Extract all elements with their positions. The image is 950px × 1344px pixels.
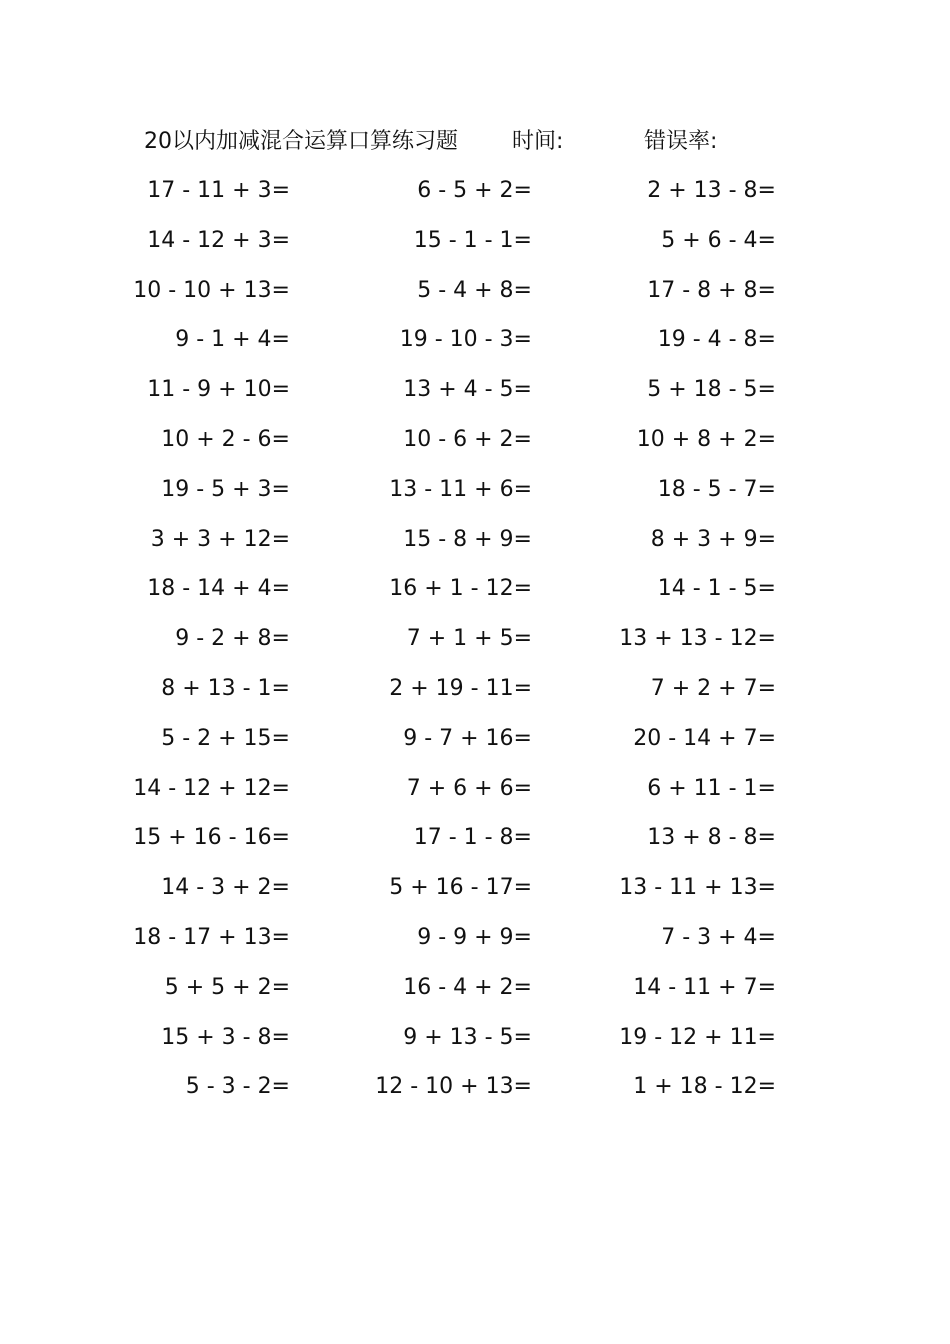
math-problem: 10 + 8 + 2= — [636, 426, 776, 452]
math-problem: 17 - 8 + 8= — [647, 277, 776, 303]
time-label: 时间: — [512, 129, 564, 154]
problem-row — [0, 722, 950, 772]
math-problem: 12 - 10 + 13= — [375, 1074, 532, 1100]
problem-row — [0, 174, 950, 224]
math-problem: 13 - 11 + 6= — [389, 476, 532, 502]
math-problem: 6 - 5 + 2= — [417, 178, 532, 203]
problem-row — [0, 1021, 950, 1071]
math-problem: 15 + 3 - 8= — [161, 1024, 290, 1050]
math-problem: 16 + 1 - 12= — [389, 576, 532, 602]
problem-row — [0, 373, 950, 423]
math-problem: 7 + 2 + 7= — [650, 675, 776, 701]
problem-row — [0, 572, 950, 622]
problem-row — [0, 772, 950, 822]
problem-row — [0, 921, 950, 971]
problem-row — [0, 473, 950, 523]
math-problem: 15 + 16 - 16= — [133, 825, 290, 851]
math-problem: 9 - 2 + 8= — [175, 626, 290, 652]
math-problem: 2 + 13 - 8= — [647, 178, 776, 203]
math-problem: 19 - 4 - 8= — [657, 327, 776, 353]
math-problem: 14 - 11 + 7= — [633, 974, 776, 1000]
math-problem: 20 - 14 + 7= — [633, 725, 776, 751]
math-problem: 10 - 10 + 13= — [133, 277, 290, 303]
math-problem: 19 - 12 + 11= — [619, 1024, 776, 1050]
math-problem: 5 + 5 + 2= — [164, 974, 290, 1000]
math-problem: 15 - 1 - 1= — [413, 227, 532, 253]
problem-row — [0, 323, 950, 373]
math-problem: 8 + 13 - 1= — [161, 675, 290, 701]
math-problem: 13 + 4 - 5= — [403, 377, 532, 403]
worksheet-header — [0, 126, 950, 158]
error-rate-label: 错误率: — [644, 129, 718, 154]
math-problem: 14 - 1 - 5= — [657, 576, 776, 602]
math-problem: 17 - 11 + 3= — [147, 178, 290, 203]
math-problem: 18 - 5 - 7= — [657, 476, 776, 502]
math-problem: 8 + 3 + 9= — [650, 526, 776, 552]
math-problem: 7 - 3 + 4= — [661, 924, 776, 950]
math-problem: 14 - 3 + 2= — [161, 875, 290, 901]
math-problem: 5 + 16 - 17= — [389, 875, 532, 901]
math-problem: 9 - 1 + 4= — [175, 327, 290, 353]
math-problem: 7 + 6 + 6= — [406, 775, 532, 801]
math-problem: 17 - 1 - 8= — [413, 825, 532, 851]
problem-row — [0, 622, 950, 672]
math-problem: 5 - 3 - 2= — [185, 1074, 290, 1100]
math-problem: 9 + 13 - 5= — [403, 1024, 532, 1050]
problem-row — [0, 274, 950, 324]
math-problem: 11 - 9 + 10= — [147, 377, 290, 403]
math-problem: 15 - 8 + 9= — [403, 526, 532, 552]
problem-row — [0, 672, 950, 722]
math-problem: 1 + 18 - 12= — [633, 1074, 776, 1100]
math-problem: 14 - 12 + 12= — [133, 775, 290, 801]
math-problem: 5 - 2 + 15= — [161, 725, 290, 751]
math-problem: 7 + 1 + 5= — [406, 626, 532, 652]
math-problem: 13 + 13 - 12= — [619, 626, 776, 652]
math-problem: 19 - 5 + 3= — [161, 476, 290, 502]
math-problem: 18 - 17 + 13= — [133, 924, 290, 950]
math-problem: 13 + 8 - 8= — [647, 825, 776, 851]
problem-grid — [0, 174, 950, 1120]
problem-row — [0, 971, 950, 1021]
math-problem: 10 - 6 + 2= — [403, 426, 532, 452]
worksheet-title: 20以内加减混合运算口算练习题 — [144, 129, 458, 154]
math-problem: 3 + 3 + 12= — [150, 526, 290, 552]
math-problem: 14 - 12 + 3= — [147, 227, 290, 253]
math-problem: 5 - 4 + 8= — [417, 277, 532, 303]
problem-row — [0, 224, 950, 274]
math-problem: 13 - 11 + 13= — [619, 875, 776, 901]
problem-row — [0, 821, 950, 871]
problem-row — [0, 523, 950, 573]
math-problem: 9 - 9 + 9= — [417, 924, 532, 950]
math-problem: 6 + 11 - 1= — [647, 775, 776, 801]
math-problem: 16 - 4 + 2= — [403, 974, 532, 1000]
problem-row — [0, 871, 950, 921]
math-problem: 2 + 19 - 11= — [389, 675, 532, 701]
math-problem: 9 - 7 + 16= — [403, 725, 532, 751]
math-problem: 18 - 14 + 4= — [147, 576, 290, 602]
math-problem: 19 - 10 - 3= — [399, 327, 532, 353]
math-problem: 5 + 6 - 4= — [661, 227, 776, 253]
math-problem: 10 + 2 - 6= — [161, 426, 290, 452]
math-problem: 5 + 18 - 5= — [647, 377, 776, 403]
problem-row — [0, 1070, 950, 1120]
problem-row — [0, 423, 950, 473]
